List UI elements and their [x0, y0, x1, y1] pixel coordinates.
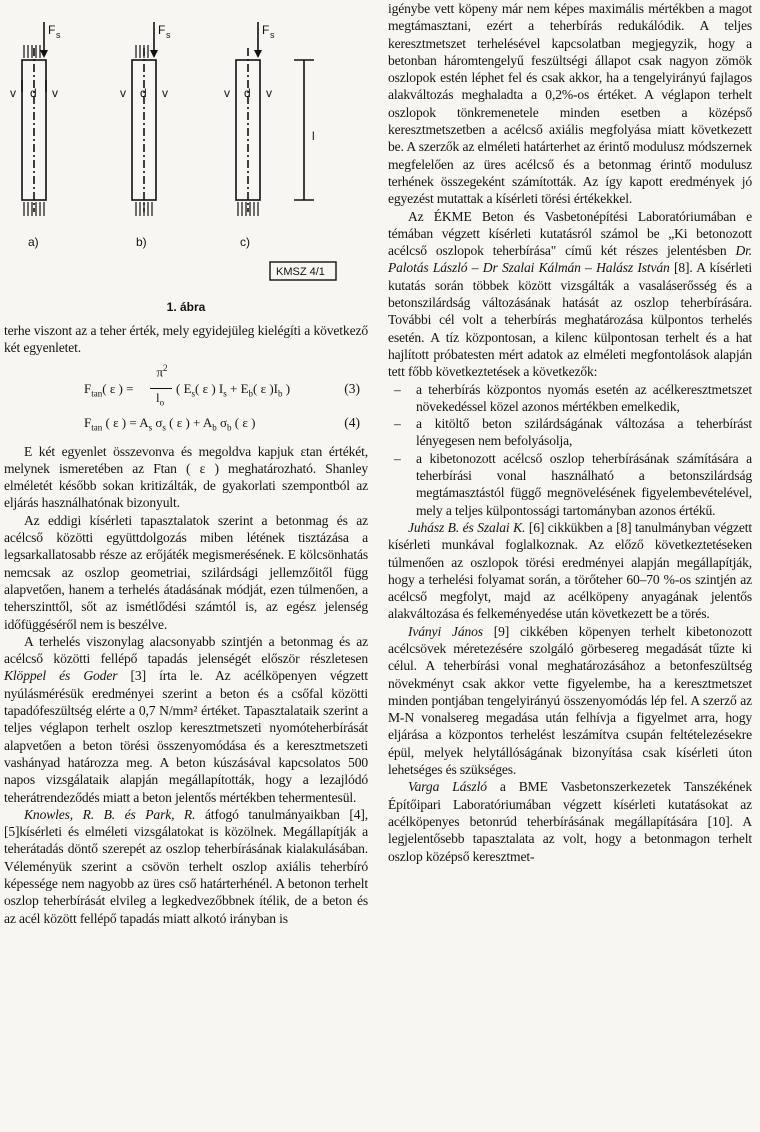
svg-text:F: F: [158, 23, 166, 37]
svg-text:d: d: [244, 86, 251, 100]
svg-text:v: v: [52, 86, 58, 100]
label-c: c): [240, 235, 250, 249]
left-paragraph-2: E két egyenlet összevonva és megoldva kapjuk εtan értékét, melynek ismeretében az Ftan ( ε ) meghatározható. Shanley elméletét később sokan kritizálták, de gyakorlati szempontból az eljárás használhatónak bizonyult.: [4, 443, 368, 511]
label-length: l: [312, 129, 315, 143]
equation-3-number: (3): [344, 380, 360, 396]
equation-4: $F_{tan}$ ( ε ) = $A_s$ $\sigma_s$ ( ε ) + $A_b$ $\sigma_b$ ( ε ) (4): [84, 414, 360, 433]
svg-text:s: s: [56, 30, 61, 40]
svg-text:v: v: [10, 86, 16, 100]
svg-text:v: v: [120, 86, 126, 100]
svg-text:F: F: [262, 23, 270, 37]
stamp-label: KMSZ 4/1: [276, 266, 325, 278]
svg-text:s: s: [166, 30, 171, 40]
conclusions-list: [388, 381, 752, 519]
svg-text:v: v: [266, 86, 272, 100]
right-paragraph-5: Varga László a BME Vasbetonszerkezetek Tanszékének Építőipari Laboratóriumában végzett kísérleti kutatásokat az acélköpenyes betonrúd teherbírásának megállapítására [10]. A legjelentősebb tapasztalata az volt, hogy a betonmagon terhelt oszlop középső keresztmet-: [388, 779, 752, 864]
left-paragraph-4: A terhelés viszonylag alacsonyabb szintjén a betonmag és az acélcső közötti fellépő tapadás jelenségét először részletesen Klöppel és Goder [3] írta le. Az acélköpenyen végzett nyúlásmérésük eredményei szerint a beton és a csőfal közötti tapadófeszültség elérte a 0,7 N/mm² értéket. Tapasztalataik szerint a teljes véglapon terhelt oszlop keresztmetszeti nyomóteherbírását alapvetően a beton törési összenyomódása és a keresztmetszeti vashányad határozza meg. A beton kúszásával kapcsolatos 500 napos vizsgálataik alapján megállapították, hogy a lezajlódó teherátrendeződés miatt a beton jelentős mértékben tehermentesül.: [4, 633, 369, 805]
list-item: – a kibetonozott acélcső oszlop teherbírásának számítására a teherbírási vonal használható a betonszilárdság megtámasztástól függő megnövelésének figyelembevételével, mely a teljes külpontossági tartományban azonos értékű.: [388, 450, 752, 519]
left-paragraph-5: Knowles, R. B. és Park, R. átfogó tanulmányaikban [4], [5]kísérleti és elméleti vizsgálatokat is közölnek. Megállapítják a teherátadás döntő szerepét az oszlop teherbírásának kialakulásában. Véleményük szerint a csövön terhelt oszlop axiális teherbíró képessége nem nagyobb az üres cső határterhénél. A betonon terhelt oszlop teherbírását elvileg a legkedvezőbbnek ítélik, de a beton és az acél között fellépő tapadás miatt alkotó irányban is: [4, 806, 369, 926]
label-force-a: F: [48, 23, 56, 37]
svg-text:v: v: [224, 86, 230, 100]
list-item: – a teherbírás központos nyomás esetén az acélkeresztmetszet növekedéssel közel azonos mértékben emelkedik,: [388, 381, 752, 416]
figure-1: [4, 0, 368, 322]
equation-4-number: (4): [344, 414, 360, 430]
column-diagram: [4, 0, 368, 300]
left-paragraph-3: Az eddigi kísérleti tapasztalatok szerint a betonmag és az acélcső közötti együttdolgozás miben létének tisztázása a legsarkallatosabb része az erőjáték megismerésének. E kölcsönhatás nemcsak az oszlop geometriai, szilárdsági jellemzőitől függ alapvetően, hanem a terhelés átadásának módját, ezen túlmenően, a teherszinttől, sőt az ismétlődési számtól is, az egész jelenség időfüggéséről nem is beszélve.: [4, 512, 368, 632]
left-paragraph-1: terhe viszont az a teher érték, mely egyidejüleg kielégíti a következő két egyenletet.: [4, 323, 368, 356]
list-item: – a kitöltő beton szilárdságának változása a teherbírást lényegesen nem befolyásolja,: [388, 415, 752, 450]
label-a: a): [28, 235, 39, 249]
right-paragraph-2: Az ÉKME Beton és Vasbetonépítési Laboratóriumában e témában végzett kísérleti kutatásról számol be „Ki betonozott acélcső oszlopok teherbírása" című két részes jelentésben Dr. Palotás László – Dr Szalai Kálmán – Halász István [8]. A kísérleti kutatás során többek között vizsgálták a vasaláserősség és a betonszilárdság változásának hatását az oszlop teherbírására. További cél volt a teherbírás meghatározása külpontos terhelés esetén. A tíz központosan, a kilenc külpontosan terhelt és a hat hajlított próbatesten mért adatok az elméleti megfontolások alapján tett főbb következtetések a következők:: [388, 208, 753, 380]
right-paragraph-3: Juhász B. és Szalai K. [6] cikkükben a [8] tanulmányban végzett kísérleti munkával foglalkoznak. Az előző következtetéseken túlmenően az oszlopok törési eredményei alapján megállapítják, hogy a terhelési folyamat során, a törőteher 60–70 %-os szintjén az acélcső megfolyt, majd az acélköpeny anyagának jelentős alakváltozása és felkeményedése után következett be a törés.: [388, 519, 753, 622]
equation-3: $F_{tan}$( ε ) = $\pi^2$ $l_o$ ( $E_s$( ε ) $I_s + E_b$( ε )$I_b$ ) (3): [84, 362, 360, 408]
label-b: b): [136, 235, 147, 249]
svg-text:v: v: [162, 86, 168, 100]
right-paragraph-1: igénybe vett köpeny már nem képes maximális mértékben a magot megtámasztani, ezért a teherbírás redukálódik. A teljes keresztmetszet terhelésével kapcsolatban megjegyzik, hogy a betonban háromtengelyű feszültségi állapot csak nagyon zömök oszlopok estén léphet fel és csak akkor, ha a tengelyirányú fajlagos alakváltozás meghaladta a 0,2%-os értéket. A véglapon terhelt oszlopok tönkremenetele minden esetben a középső keresztmetszetben a acélcső axiális megfolyása miatt következett be. A szerzők az elméleti határterhet az érintő modulusz módszernek megfelelően az üres acélcső és a betonmag érintő modulusz terhének összegeként számították. Az így kapott eredmények jó egyezést mutattak a kísérleti törési értékekkel.: [388, 1, 752, 207]
svg-text:s: s: [270, 30, 275, 40]
svg-text:d: d: [30, 86, 37, 100]
figure-caption: 1. ábra: [166, 300, 206, 314]
right-paragraph-4: Iványi János [9] cikkében köpenyen terhelt kibetonozott acélcsövek méretezésére szolgáló görbesereg megadását tűzte ki célul. A teherbírási vonal meghatározásához a betonfeszültség növekményt csak akkor vette figyelembe, ha a keresztmetszet minden pontjában tengelyirányú összenyomódás lép fel. A szerző az M-N vonalsereg megadása után felhívja a figyelmet arra, hogy eljárása a központos terhelést leszámítva csupán feltételezésekre épül, melyek helytállóságának bizonyítása csak kísérleti úton lehetséges és szükséges.: [388, 623, 752, 778]
right-column: [388, 0, 752, 865]
svg-text:d: d: [140, 86, 147, 100]
left-column: [4, 0, 368, 927]
